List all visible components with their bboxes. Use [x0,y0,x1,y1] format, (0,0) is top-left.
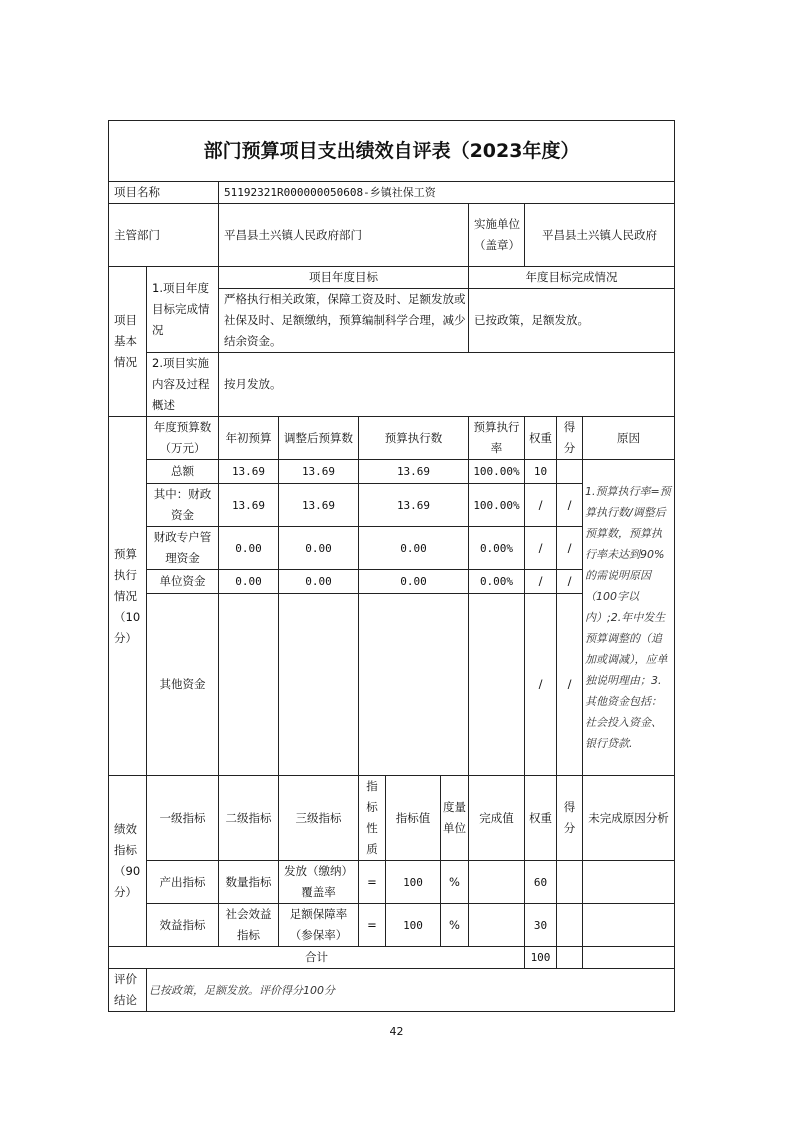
cell: 100.00% [469,484,525,527]
total-reason [583,947,675,969]
cell: 13.69 [219,460,279,484]
impl: 平昌县土兴镇人民政府 [525,204,675,267]
perf-header: 指标性质 [359,776,386,861]
cell: 0.00 [219,527,279,570]
cell: 10 [525,460,557,484]
cell: % [441,904,469,947]
cell: 社会效益指标 [219,904,279,947]
content-label: 2.项目实施内容及过程概述 [147,353,219,417]
cell: / [557,570,583,594]
cell: 13.69 [359,460,469,484]
cell: / [557,594,583,776]
done: 已按政策，足额发放。 [469,289,675,353]
cell [583,861,675,904]
perf-header: 指标值 [386,776,441,861]
goal-label: 1.项目年度目标完成情况 [147,267,219,353]
cell: 其中：财政资金 [147,484,219,527]
cell: 100 [386,861,441,904]
budget-header: 权重 [525,417,557,460]
budget-reason: 1.预算执行率=预算执行数/调整后预算数，预算执行率未达到90%的需说明原因（100字以内）;2.年中发生预算调整的（追加或调减），应单独说明理由；3.其他资金包括：社会投入资金、银行贷款. [583,460,675,776]
cell: / [525,570,557,594]
cell: = [359,904,386,947]
page-number: 42 [389,1025,404,1038]
cell: / [557,527,583,570]
cell: / [525,594,557,776]
cell: 0.00 [359,570,469,594]
cell [469,594,525,776]
cell: 财政专户管理资金 [147,527,219,570]
table-title: 部门预算项目支出绩效自评表（2023年度） [109,121,675,182]
conclusion: 已按政策，足额发放。评价得分100分 [147,969,675,1012]
cell: / [525,527,557,570]
budget-header: 得分 [557,417,583,460]
budget-header: 预算执行数 [359,417,469,460]
budget-header: 调整后预算数 [279,417,359,460]
cell [557,904,583,947]
done-header: 年度目标完成情况 [469,267,675,289]
cell [583,904,675,947]
cell: 总额 [147,460,219,484]
cell: 0.00 [219,570,279,594]
table-row [109,460,675,484]
cell: 60 [525,861,557,904]
table-row [109,904,675,947]
cell [469,904,525,947]
project-name-label: 项目名称 [109,182,219,204]
cell: 13.69 [279,460,359,484]
budget-header: 年度预算数（万元） [147,417,219,460]
cell [219,594,279,776]
perf-header: 一级指标 [147,776,219,861]
budget-header: 年初预算 [219,417,279,460]
perf-header: 三级指标 [279,776,359,861]
budget-label: 预算执行情况（10分） [109,417,147,776]
cell: 产出指标 [147,861,219,904]
cell: 100.00% [469,460,525,484]
perf-header: 得分 [557,776,583,861]
goal: 严格执行相关政策，保障工资及时、足额发放或社保及时、足额缴纳，预算编制科学合理，减少结余资金。 [219,289,469,353]
perf-label: 绩效指标（90分） [109,776,147,947]
self-evaluation-table [108,120,675,1012]
cell: 0.00 [359,527,469,570]
perf-header: 完成值 [469,776,525,861]
total-score [557,947,583,969]
cell: 0.00% [469,570,525,594]
conclusion-label: 评价结论 [109,969,147,1012]
impl-label: 实施单位（盖章） [469,204,525,267]
cell [557,460,583,484]
cell: 效益指标 [147,904,219,947]
total-label: 合计 [109,947,525,969]
cell: 其他资金 [147,594,219,776]
cell: / [525,484,557,527]
cell: % [441,861,469,904]
table-row [109,861,675,904]
cell [557,861,583,904]
perf-header: 二级指标 [219,776,279,861]
content: 按月发放。 [219,353,675,417]
cell: 0.00 [279,527,359,570]
basic-label: 项目基本情况 [109,267,147,417]
budget-header: 预算执行率 [469,417,525,460]
cell [279,594,359,776]
cell: 足额保障率（参保率） [279,904,359,947]
cell: 发放（缴纳）覆盖率 [279,861,359,904]
perf-header: 度量单位 [441,776,469,861]
cell: 0.00% [469,527,525,570]
cell: 单位资金 [147,570,219,594]
cell: 30 [525,904,557,947]
cell: 13.69 [219,484,279,527]
cell: 100 [386,904,441,947]
total-weight: 100 [525,947,557,969]
cell: 数量指标 [219,861,279,904]
project-name: 51192321R000000050608-乡镇社保工资 [219,182,675,204]
budget-header: 原因 [583,417,675,460]
cell: = [359,861,386,904]
dept: 平昌县土兴镇人民政府部门 [219,204,469,267]
cell: 13.69 [359,484,469,527]
cell [469,861,525,904]
cell: 13.69 [279,484,359,527]
perf-header: 权重 [525,776,557,861]
cell [359,594,469,776]
dept-label: 主管部门 [109,204,219,267]
goal-header: 项目年度目标 [219,267,469,289]
perf-header: 未完成原因分析 [583,776,675,861]
cell: / [557,484,583,527]
cell: 0.00 [279,570,359,594]
